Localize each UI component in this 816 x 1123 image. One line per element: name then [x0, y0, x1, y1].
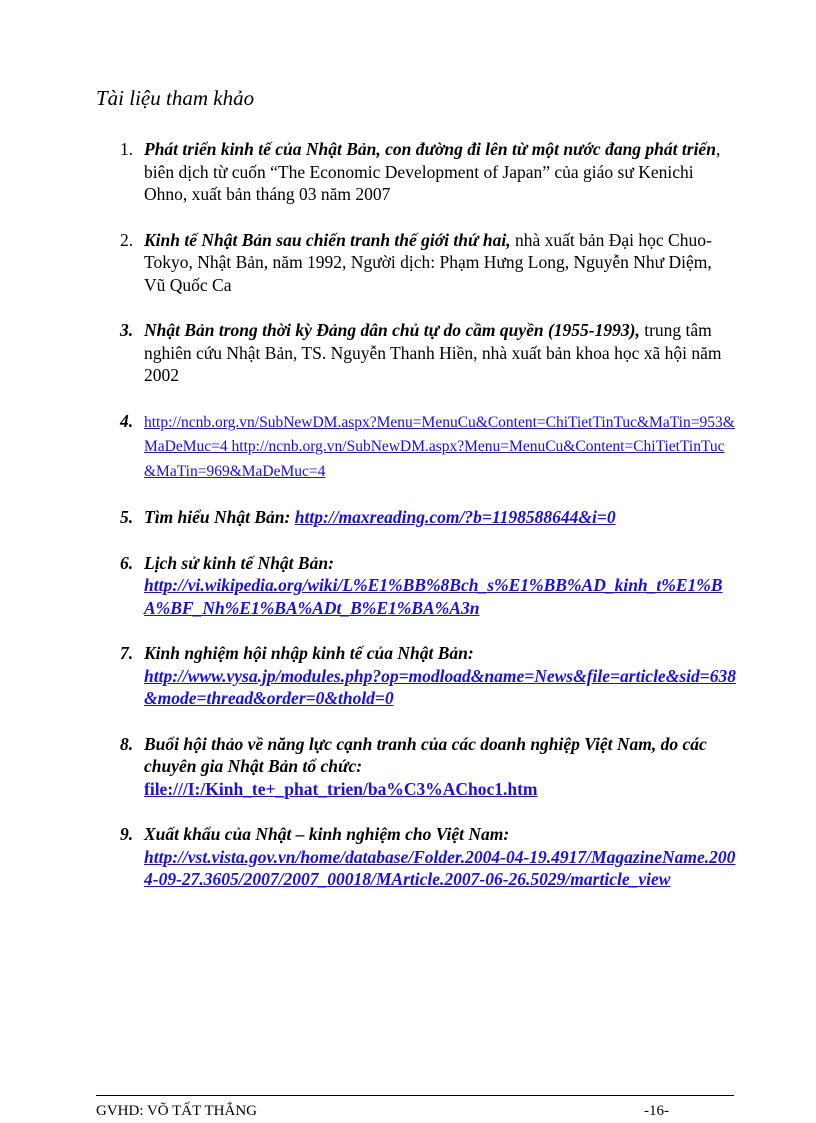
reference-link[interactable]: http://maxreading.com/?b=1198588644&i=0 — [294, 507, 616, 527]
reference-number: 4. — [120, 410, 134, 431]
reference-title: Tìm hiểu Nhật Bản: — [144, 507, 295, 527]
reference-title: Phát triển kinh tế của Nhật Bản, con đường đi lên từ một nước đang phát triển — [144, 139, 716, 159]
reference-link[interactable]: http://vst.vista.gov.vn/home/database/Folder.2004-04-19.4917/MagazineName.2004-09-27.3605/2007/2007_00018/MArticle.2007-06-26.5029/marticle_view — [144, 846, 736, 889]
reference-item-7 — [96, 642, 736, 710]
reference-title: Xuất khẩu của Nhật – kinh nghiệm cho Việt Nam: — [144, 824, 510, 844]
reference-link[interactable]: http://www.vysa.jp/modules.php?op=modload&name=News&file=article&sid=638&mode=thread&order=0&thold=0 — [144, 665, 736, 708]
reference-text: trung tâm nghiên cứu Nhật Bản, TS. Nguyễn Thanh Hiền, nhà xuất bản khoa học xã hội năm 2002 — [144, 320, 722, 385]
reference-title: Kinh nghiệm hội nhập kinh tế của Nhật Bản: — [144, 643, 474, 663]
reference-title: Lịch sử kinh tế Nhật Bản: — [144, 552, 334, 573]
reference-item-4 — [96, 410, 736, 484]
page-number: -16- — [644, 1103, 669, 1119]
page-heading: Tài liệu tham khảo — [96, 86, 255, 110]
reference-title: Kinh tế Nhật Bản sau chiến tranh thế giới thứ hai, — [144, 229, 511, 250]
reference-item-3 — [96, 319, 736, 387]
reference-link[interactable]: http://vi.wikipedia.org/wiki/L%E1%BB%8Bch_s%E1%BB%AD_kinh_t%E1%BA%BF_Nh%E1%BA%ADt_B%E1%BA%A3n — [144, 575, 723, 618]
reference-number: 7. — [120, 643, 134, 663]
reference-number: 3. — [120, 320, 134, 340]
reference-title: Buổi hội thảo về năng lực cạnh tranh của các doanh nghiệp Việt Nam, do các chuyên gia Nhật Bản tổ chức: — [144, 733, 707, 776]
reference-item-6 — [96, 552, 736, 620]
footer-divider — [96, 1095, 734, 1096]
reference-number: 1. — [120, 139, 134, 159]
reference-text: nhà xuất bản Đại học Chuo-Tokyo, Nhật Bản, năm 1992, Người dịch: Phạm Hưng Long, Nguyễn Như Diệm, Vũ Quốc Ca — [144, 229, 712, 295]
reference-item-5 — [96, 506, 736, 529]
footer-instructor: GVHD: VÕ TẤT THẮNG — [96, 1103, 257, 1119]
reference-text: , biên dịch từ cuốn “The Economic Development of Japan” của giáo sư Kenichi Ohno, xuất bản tháng 03 năm 2007 — [144, 139, 721, 204]
reference-number: 9. — [120, 824, 134, 844]
reference-link[interactable]: file:///I:/Kinh_te+_phat_trien/ba%C3%AChoc1.htm — [144, 778, 538, 799]
reference-link[interactable]: http://ncnb.org.vn/SubNewDM.aspx?Menu=MenuCu&Content=ChiTietTinTuc&MaTin=953&MaDeMuc=4 http://ncnb.org.vn/SubNewDM.aspx?Menu=MenuCu&Content=ChiTietTinTuc&MaTin=969&MaDeMuc=4 — [144, 413, 735, 480]
reference-item-1 — [96, 138, 736, 206]
reference-title: Nhật Bản trong thời kỳ Đảng dân chủ tự do cầm quyền (1955-1993), — [144, 320, 640, 340]
page-footer — [96, 1103, 674, 1120]
reference-item-2 — [96, 229, 736, 297]
reference-number: 5. — [120, 507, 134, 527]
reference-item-9 — [96, 823, 736, 891]
reference-number: 6. — [120, 552, 134, 573]
reference-number: 2. — [120, 229, 134, 250]
reference-item-8 — [96, 733, 736, 801]
reference-number: 8. — [120, 733, 134, 754]
reference-list — [96, 138, 736, 914]
